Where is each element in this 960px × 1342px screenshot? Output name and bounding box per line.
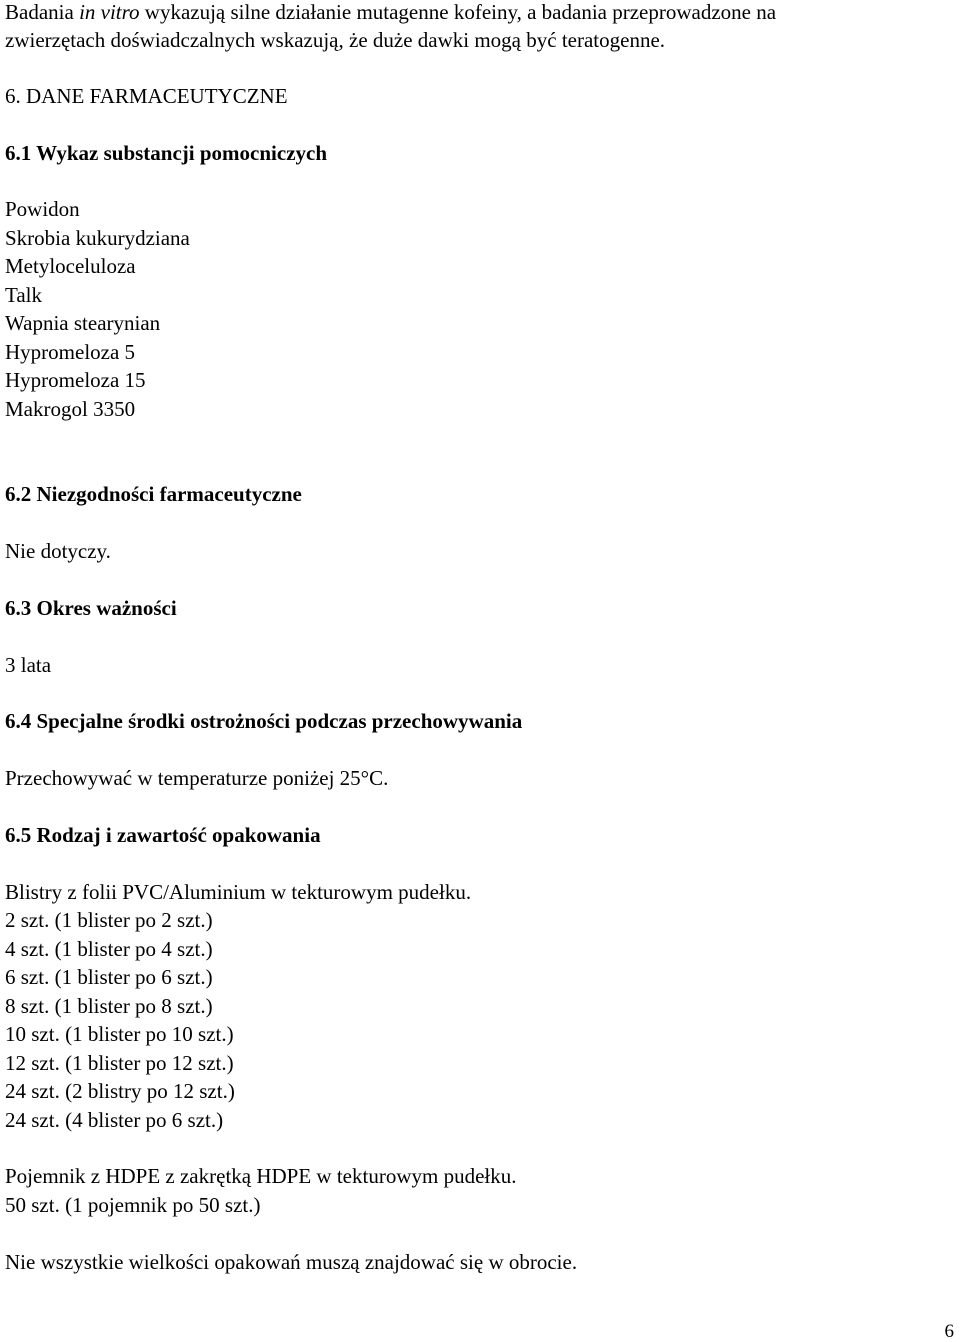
excipient-item: Powidon xyxy=(5,197,80,221)
pack-size-item: 8 szt. (1 blister po 8 szt.) xyxy=(5,994,213,1018)
intro-text-end: wykazują silne działanie mutagenne kofeiny, a badania przeprowadzone na xyxy=(139,0,777,24)
excipient-item: Makrogol 3350 xyxy=(5,397,136,421)
section-6-heading: 6. DANE FARMACEUTYCZNE xyxy=(5,84,288,108)
excipient-item: Hypromeloza 15 xyxy=(5,368,146,392)
pack-size-item: 6 szt. (1 blister po 6 szt.) xyxy=(5,965,213,989)
pack-size-item: 24 szt. (4 blister po 6 szt.) xyxy=(5,1108,224,1132)
section-6-3-text: 3 lata xyxy=(5,653,52,677)
pack-size-item: 10 szt. (1 blister po 10 szt.) xyxy=(5,1022,234,1046)
pack-size-item: 2 szt. (1 blister po 2 szt.) xyxy=(5,908,213,932)
excipient-item: Talk xyxy=(5,283,43,307)
intro-text-start: Badania xyxy=(5,0,80,24)
pack-size-item: 12 szt. (1 blister po 12 szt.) xyxy=(5,1051,234,1075)
section-6-4-text: Przechowywać w temperaturze poniżej 25°C. xyxy=(5,766,389,790)
section-6-2-text: Nie dotyczy. xyxy=(5,539,111,563)
intro-line-1 xyxy=(5,0,776,24)
container-pack-size: 50 szt. (1 pojemnik po 50 szt.) xyxy=(5,1193,261,1217)
intro-italic-term: in vitro xyxy=(79,0,140,24)
container-intro: Pojemnik z HDPE z zakrętką HDPE w tekturowym pudełku. xyxy=(5,1164,517,1188)
excipient-item: Metyloceluloza xyxy=(5,254,136,278)
pack-size-item: 4 szt. (1 blister po 4 szt.) xyxy=(5,937,213,961)
section-6-4-heading: 6.4 Specjalne środki ostrożności podczas przechowywania xyxy=(5,709,523,733)
excipient-item: Wapnia stearynian xyxy=(5,311,161,335)
section-6-1-heading: 6.1 Wykaz substancji pomocniczych xyxy=(5,141,328,165)
section-6-2-heading: 6.2 Niezgodności farmaceutyczne xyxy=(5,482,302,506)
intro-line-2: zwierzętach doświadczalnych wskazują, że duże dawki mogą być teratogenne. xyxy=(5,28,666,52)
blister-intro: Blistry z folii PVC/Aluminium w tekturowym pudełku. xyxy=(5,880,472,904)
pack-size-item: 24 szt. (2 blistry po 12 szt.) xyxy=(5,1079,235,1103)
page-number: 6 xyxy=(944,1321,954,1342)
excipient-item: Hypromeloza 5 xyxy=(5,340,136,364)
marketing-note: Nie wszystkie wielkości opakowań muszą znajdować się w obrocie. xyxy=(5,1250,578,1274)
section-6-3-heading: 6.3 Okres ważności xyxy=(5,596,177,620)
section-6-5-heading: 6.5 Rodzaj i zawartość opakowania xyxy=(5,823,321,847)
excipient-item: Skrobia kukurydziana xyxy=(5,226,190,250)
